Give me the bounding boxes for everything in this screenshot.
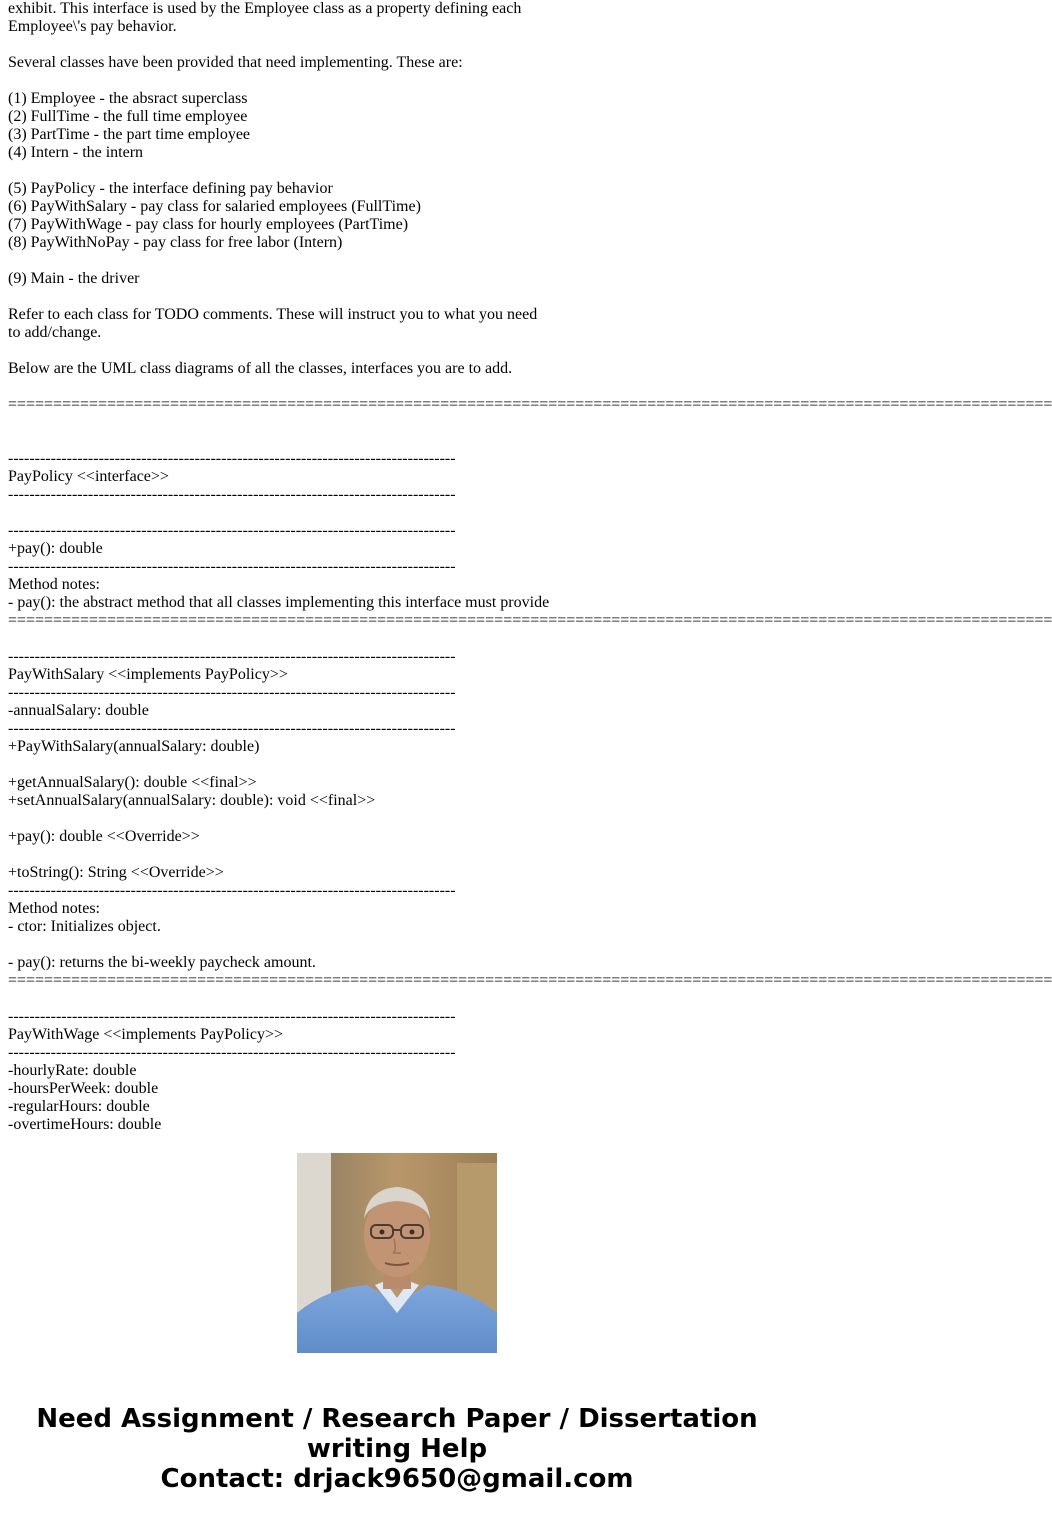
contact-banner	[0, 1404, 794, 1494]
blank-line	[8, 990, 798, 1008]
blank-line	[8, 252, 798, 270]
blank-line	[8, 504, 798, 522]
text-line: +pay(): double <<Override>>	[8, 828, 200, 845]
avatar	[297, 1153, 497, 1353]
blank-line	[8, 432, 798, 450]
document-body	[8, 0, 1052, 1134]
blank-line	[8, 414, 798, 432]
section-divider: ====================================================================================================================	[8, 972, 1052, 989]
text-line: (2) FullTime - the full time employee	[8, 108, 248, 125]
blank-line	[8, 288, 798, 306]
text-line: - pay(): returns the bi-weekly paycheck amount.	[8, 954, 316, 971]
text-line: (9) Main - the driver	[8, 270, 140, 287]
text-line: - pay(): the abstract method that all classes implementing this interface must provide	[8, 594, 550, 611]
text-line: +setAnnualSalary(annualSalary: double): void <<final>>	[8, 792, 376, 809]
blank-line	[8, 630, 798, 648]
text-line: (7) PayWithWage - pay class for hourly employees (PartTime)	[8, 216, 409, 233]
blank-line	[8, 36, 798, 54]
text-line: Below are the UML class diagrams of all the classes, interfaces you are to add.	[8, 360, 513, 377]
uml-divider: ------------------------------------------------------------------------------------	[8, 558, 456, 575]
uml-divider: ------------------------------------------------------------------------------------	[8, 1008, 456, 1025]
text-line: Refer to each class for TODO comments. These will instruct you to what you need	[8, 306, 538, 323]
text-line: Several classes have been provided that need implementing. These are:	[8, 54, 463, 71]
text-line: Employee\'s pay behavior.	[8, 18, 177, 35]
banner-line-1: Need Assignment / Research Paper / Dissertation	[36, 1404, 758, 1434]
banner-contact-email: Contact: drjack9650@gmail.com	[160, 1464, 634, 1494]
section-divider: ====================================================================================================================	[8, 396, 1052, 413]
blank-line	[8, 756, 798, 774]
blank-line	[8, 810, 798, 828]
text-line: (3) PartTime - the part time employee	[8, 126, 251, 143]
section-divider: ====================================================================================================================	[8, 612, 1052, 629]
text-line: +getAnnualSalary(): double <<final>>	[8, 774, 257, 791]
text-line: - ctor: Initializes object.	[8, 918, 161, 935]
blank-line	[8, 846, 798, 864]
text-line: -regularHours: double	[8, 1098, 150, 1115]
text-line: Method notes:	[8, 900, 100, 917]
text-line: to add/change.	[8, 324, 102, 341]
presenter-photo	[297, 1153, 497, 1353]
text-line: -hoursPerWeek: double	[8, 1080, 159, 1097]
blank-line	[8, 162, 798, 180]
uml-divider: ------------------------------------------------------------------------------------	[8, 1044, 456, 1061]
text-line: -hourlyRate: double	[8, 1062, 137, 1079]
text-line: PayWithSalary <<implements PayPolicy>>	[8, 666, 288, 683]
text-line: (5) PayPolicy - the interface defining pay behavior	[8, 180, 333, 197]
text-line: PayWithWage <<implements PayPolicy>>	[8, 1026, 284, 1043]
text-line: +pay(): double	[8, 540, 103, 557]
uml-divider: ------------------------------------------------------------------------------------	[8, 522, 456, 539]
uml-divider: ------------------------------------------------------------------------------------	[8, 882, 456, 899]
blank-line	[8, 378, 798, 396]
blank-line	[8, 342, 798, 360]
uml-divider: ------------------------------------------------------------------------------------	[8, 720, 456, 737]
text-line: +PayWithSalary(annualSalary: double)	[8, 738, 260, 755]
text-line: PayPolicy <<interface>>	[8, 468, 169, 485]
blank-line	[8, 936, 798, 954]
blank-line	[8, 72, 798, 90]
uml-divider: ------------------------------------------------------------------------------------	[8, 684, 456, 701]
banner-line-2: writing Help	[306, 1434, 488, 1464]
uml-divider: ------------------------------------------------------------------------------------	[8, 648, 456, 665]
text-line: -annualSalary: double	[8, 702, 149, 719]
text-line: exhibit. This interface is used by the Employee class as a property defining each	[8, 0, 522, 17]
text-line: (6) PayWithSalary - pay class for salaried employees (FullTime)	[8, 198, 421, 215]
text-line: (1) Employee - the absract superclass	[8, 90, 248, 107]
text-line: -overtimeHours: double	[8, 1116, 162, 1133]
uml-divider: ------------------------------------------------------------------------------------	[8, 450, 456, 467]
text-line: (8) PayWithNoPay - pay class for free labor (Intern)	[8, 234, 343, 251]
uml-divider: ------------------------------------------------------------------------------------	[8, 486, 456, 503]
text-line: +toString(): String <<Override>>	[8, 864, 224, 881]
text-line: (4) Intern - the intern	[8, 144, 144, 161]
text-line: Method notes:	[8, 576, 100, 593]
